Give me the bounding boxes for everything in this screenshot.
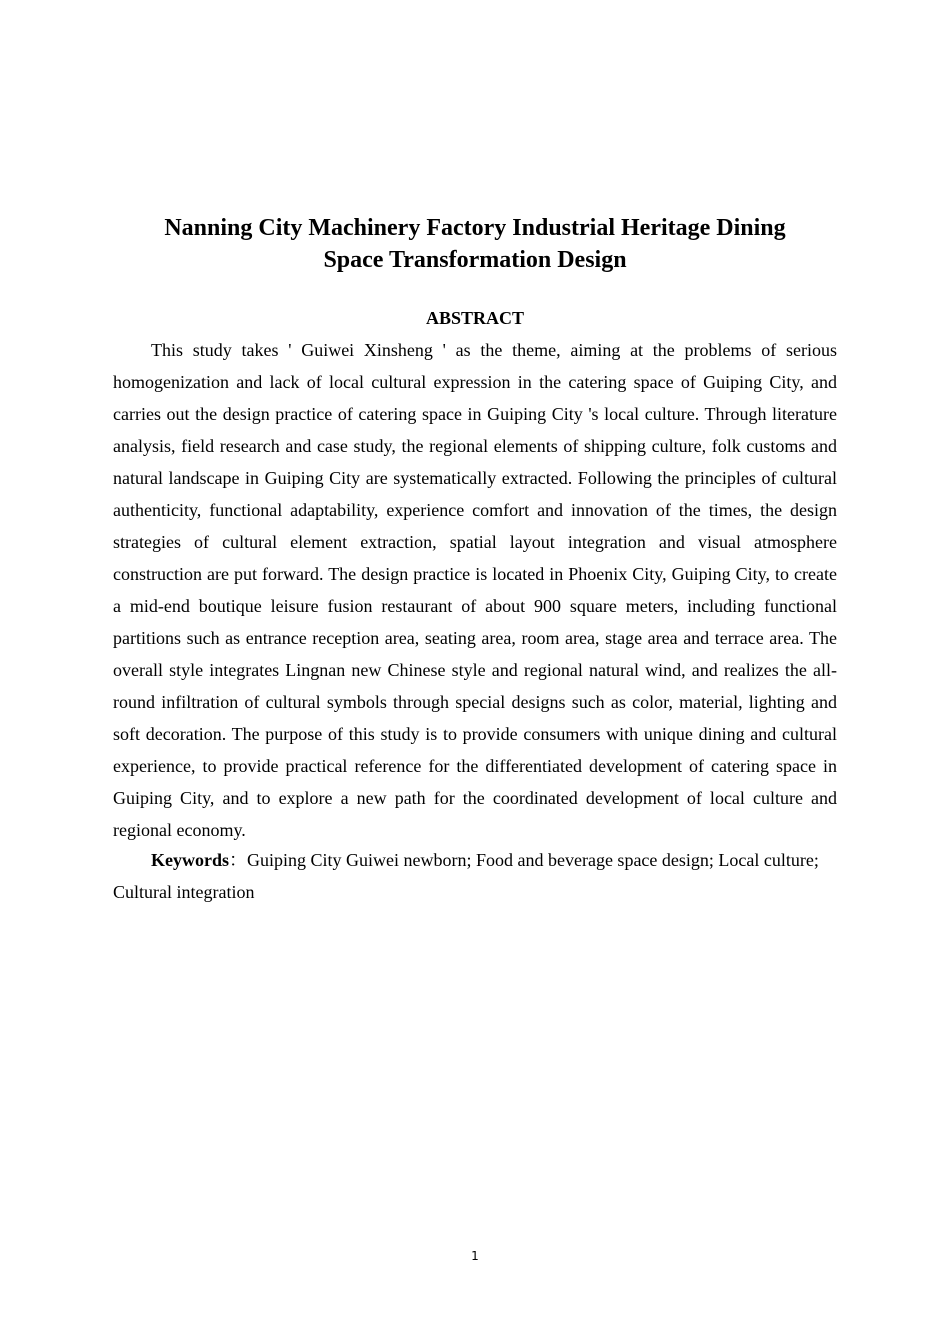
document-title — [113, 212, 837, 276]
title-line-2: Space Transformation Design — [323, 247, 627, 273]
abstract-heading: ABSTRACT — [425, 308, 525, 328]
keywords-text: Guiping City Guiwei newborn; Food and beverage space design; Local culture; Cultural integration — [113, 850, 819, 902]
keywords-label: Keywords — [151, 850, 229, 870]
title-line-1: Nanning City Machinery Factory Industrial Heritage Dining — [164, 215, 786, 241]
keywords-paragraph — [113, 844, 837, 908]
keywords-separator: ： — [229, 850, 247, 870]
page-number: 1 — [471, 1249, 479, 1263]
abstract-body: This study takes ' Guiwei Xinsheng ' as the theme, aiming at the problems of serious homogenization and lack of local cultural expression in the catering space of Guiping City, and carries out the design practice of catering space in Guiping City 's local culture. Through literature analysis, field research and case study, the regional elements of shipping culture, folk customs and natural landscape in Guiping City are systematically extracted. Following the principles of cultural authenticity, functional adaptability, experience comfort and innovation of the times, the design strategies of cultural element extraction, spatial layout integration and visual atmosphere construction are put forward. The design practice is located in Phoenix City, Guiping City, to create a mid-end boutique leisure fusion restaurant of about 900 square meters, including functional partitions such as entrance reception area, seating area, room area, stage area and terrace area. The overall style integrates Lingnan new Chinese style and regional natural wind, and realizes the all-round infiltration of cultural symbols through special designs such as color, material, lighting and soft decoration. The purpose of this study is to provide consumers with unique dining and cultural experience, to provide practical reference for the differentiated development of catering space in Guiping City, and to explore a new path for the coordinated development of local culture and regional economy. — [113, 340, 837, 840]
